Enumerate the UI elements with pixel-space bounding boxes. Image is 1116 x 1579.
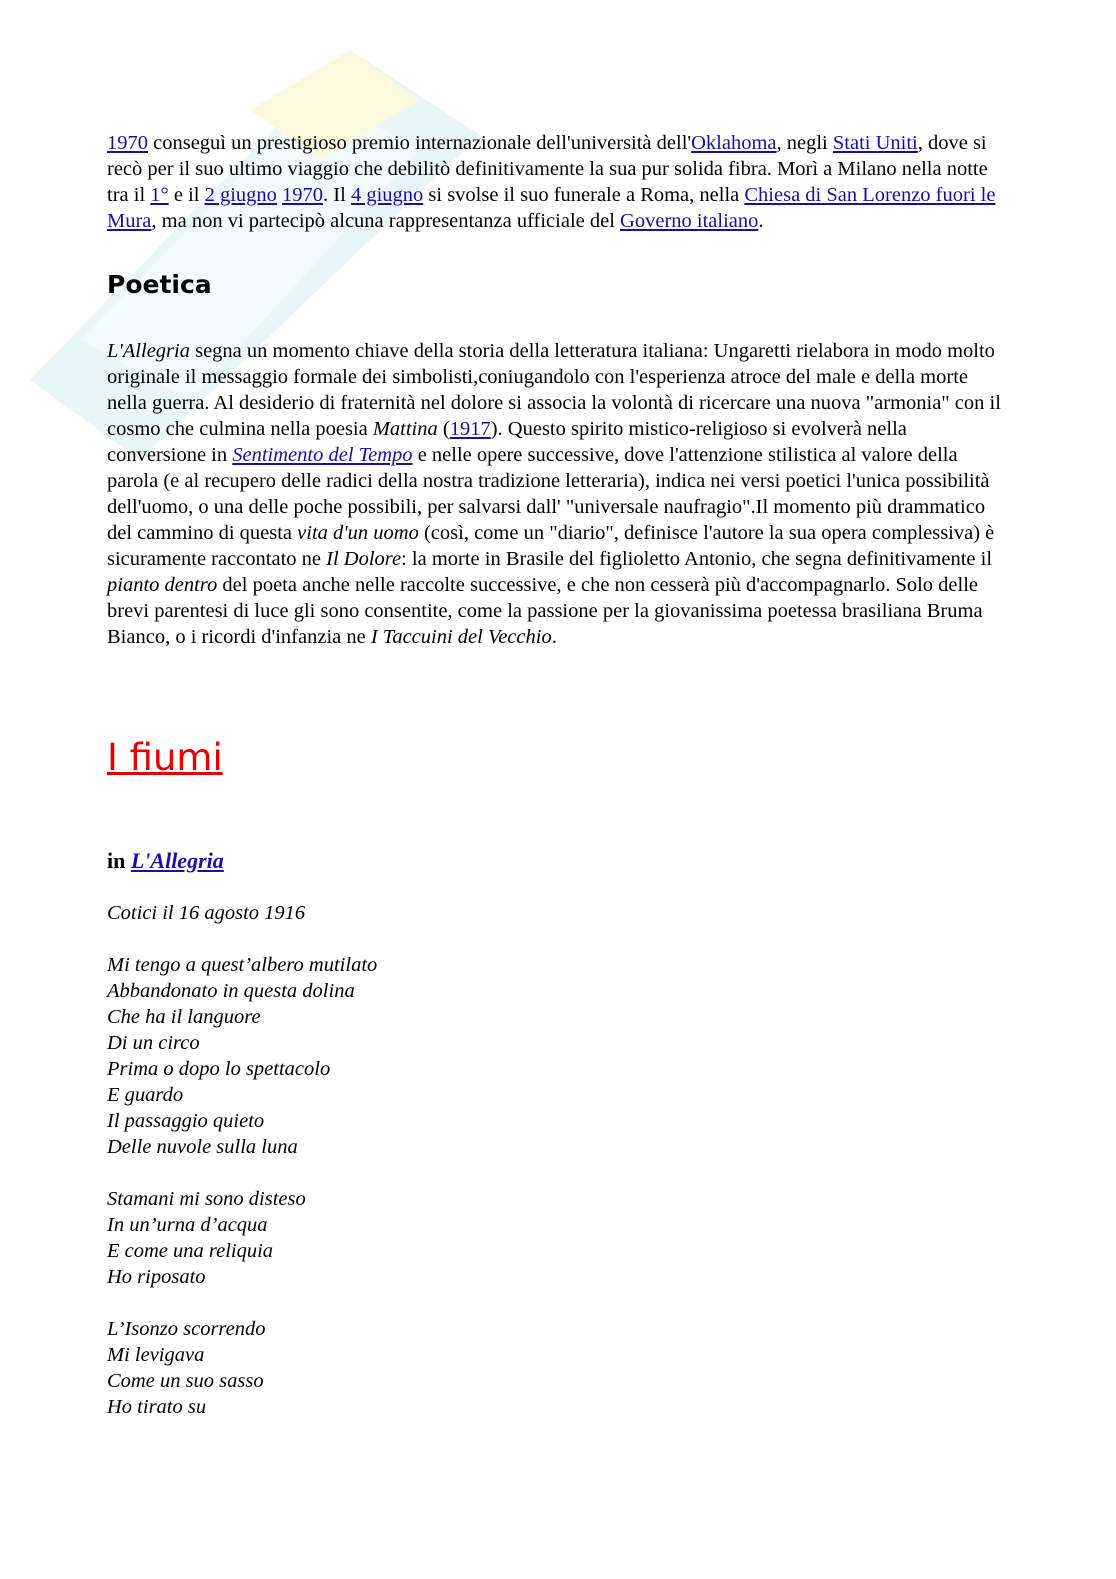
- poem-line: Mi tengo a quest’albero mutilato: [107, 954, 378, 976]
- poem-line: Come un suo sasso: [107, 1370, 264, 1392]
- link-sentimento-del-tempo[interactable]: Sentimento del Tempo: [232, 444, 413, 466]
- text: segna un momento chiave della storia della letteratura italiana: Ungaretti rielabora in modo molto originale il messaggio formale dei simbolisti,coniugandolo con l'esperienza atroce del male e della morte nella guerra. Al desiderio di fraternità nel dolore si associa la volontà di ricercare una nuova "armonia" con il cosmo che culmina nella poesia: [107, 340, 1001, 440]
- text: . Il: [323, 184, 351, 206]
- link-1970[interactable]: 1970: [107, 132, 148, 154]
- poem-line: Che ha il languore: [107, 1006, 261, 1028]
- stanza-break: [107, 1160, 1007, 1186]
- poem-line: Abbandonato in questa dolina: [107, 980, 355, 1002]
- poem-line: Mi levigava: [107, 1344, 205, 1366]
- text: .: [758, 210, 764, 232]
- document-page: [107, 130, 1007, 1420]
- text: , dove si recò per il suo ultimo viaggio che debilitò definitivamente la sua pur solida fibra. Morì a Milano nella notte tra il: [107, 132, 988, 206]
- poem-line: E come una reliquia: [107, 1240, 274, 1262]
- link-chiesa-san-lorenzo[interactable]: Chiesa di San Lorenzo fuori le Mura: [107, 184, 996, 232]
- poetica-paragraph: [107, 338, 1007, 650]
- text: .: [551, 626, 557, 648]
- poem-line: Il passaggio quieto: [107, 1110, 265, 1132]
- text: (: [437, 418, 450, 440]
- poem-line: Ho riposato: [107, 1266, 206, 1288]
- italic-text: pianto dentro: [107, 574, 218, 596]
- link-2-giugno[interactable]: 2 giugno: [204, 184, 277, 206]
- italic-text: L'Allegria: [107, 340, 190, 362]
- poem-line: Prima o dopo lo spettacolo: [107, 1058, 331, 1080]
- link-l-allegria[interactable]: L'Allegria: [130, 848, 224, 873]
- text: , negli: [776, 132, 833, 154]
- link-1-giugno[interactable]: 1°: [150, 184, 169, 206]
- text: si svolse il suo funerale a Roma, nella: [423, 184, 745, 206]
- poetica-heading: Poetica: [107, 270, 212, 299]
- poem-line: Delle nuvole sulla luna: [107, 1136, 298, 1158]
- italic-text: Mattina: [372, 418, 438, 440]
- poem-date: Cotici il 16 agosto 1916: [107, 902, 306, 924]
- intro-paragraph: [107, 130, 1007, 234]
- poem-source: [107, 848, 1007, 874]
- text: , ma non vi partecipò alcuna rappresentanza ufficiale del: [151, 210, 621, 232]
- link-stati-uniti[interactable]: Stati Uniti: [832, 132, 918, 154]
- poem-line: L’Isonzo scorrendo: [107, 1318, 266, 1340]
- text: (così, come un "diario", definisce l'autore la sua opera complessiva) è sicuramente raccontato ne: [107, 522, 995, 570]
- link-governo-italiano[interactable]: Governo italiano: [620, 210, 759, 232]
- text: e il: [168, 184, 205, 206]
- italic-text: I Taccuini del Vecchio: [370, 626, 552, 648]
- poem-line: In un’urna d’acqua: [107, 1214, 268, 1236]
- italic-text: Il Dolore: [326, 548, 402, 570]
- link-1970-b[interactable]: 1970: [282, 184, 324, 206]
- text: conseguì un prestigioso premio internazionale dell'università dell': [148, 132, 692, 154]
- italic-text: vita d'un uomo: [297, 522, 419, 544]
- stanza-break: [107, 926, 1007, 952]
- poem-title[interactable]: I fiumi: [107, 736, 223, 779]
- link-1917[interactable]: 1917: [449, 418, 491, 440]
- poem-line: Di un circo: [107, 1032, 200, 1054]
- text: : la morte in Brasile del figlioletto Antonio, che segna definitivamente il: [401, 548, 993, 570]
- poem-body: [107, 900, 1007, 1420]
- text: e nelle opere successive, dove l'attenzione stilistica al valore della parola (e al recupero delle radici della nostra tradizione letteraria), indica nei versi poetici l'unica possibilità dell'uomo, o una delle poche possibili, per salvarsi dall' "universale naufragio".Il momento più drammatico del cammino di questa: [107, 444, 990, 544]
- text: ). Questo spirito mistico-religioso si evolverà nella conversione in: [107, 418, 907, 466]
- source-prefix: in: [107, 848, 131, 873]
- poem-line: Stamani mi sono disteso: [107, 1188, 306, 1210]
- link-oklahoma[interactable]: Oklahoma: [691, 132, 777, 154]
- stanza-break: [107, 1290, 1007, 1316]
- text: del poeta anche nelle raccolte successive, e che non cesserà più d'accompagnarlo. Solo delle brevi parentesi di luce gli sono consentite, come la passione per la giovanissima poetessa brasiliana Bruma Bianco, o i ricordi d'infanzia ne: [107, 574, 983, 648]
- poem-line: Ho tirato su: [107, 1396, 207, 1418]
- poem-line: E guardo: [107, 1084, 184, 1106]
- link-4-giugno[interactable]: 4 giugno: [350, 184, 424, 206]
